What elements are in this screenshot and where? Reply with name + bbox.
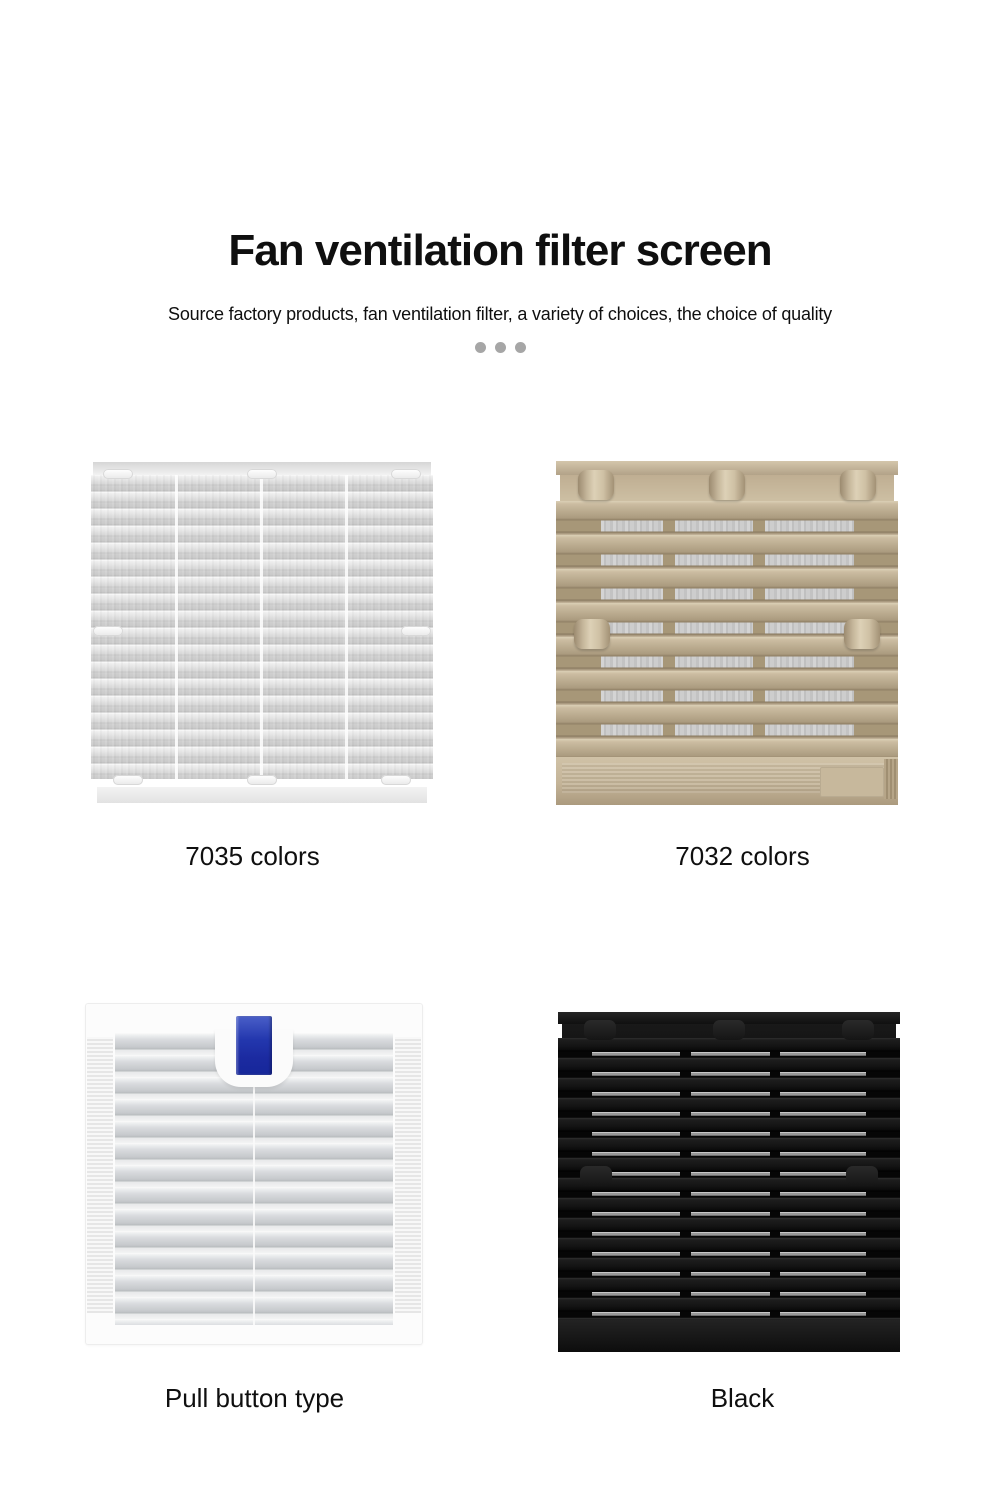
mounting-tab	[391, 469, 421, 479]
mounting-tab	[93, 626, 123, 636]
pull-button	[236, 1016, 272, 1075]
mounting-tab	[113, 775, 143, 785]
mounting-knob	[713, 1020, 745, 1040]
page-title: Fan ventilation filter screen	[228, 226, 772, 276]
mounting-knob	[574, 619, 610, 649]
product-photo-7035-filter	[91, 462, 433, 803]
mounting-tab	[247, 469, 277, 479]
mounting-knob	[578, 470, 614, 500]
product-photo-pull-button-filter	[85, 1003, 423, 1345]
product-photo-black-filter	[558, 1012, 900, 1352]
carousel-dot	[475, 342, 486, 353]
mounting-knob	[584, 1020, 616, 1040]
mounting-knob	[844, 619, 880, 649]
mounting-tab	[103, 469, 133, 479]
frame-base-panel	[820, 767, 884, 797]
carousel-dot	[515, 342, 526, 353]
product-photo-7032-filter	[556, 461, 898, 805]
carousel-dots	[0, 342, 1000, 353]
page-subtitle: Source factory products, fan ventilation filter, a variety of choices, the choice of quality	[168, 304, 832, 324]
mounting-knob	[842, 1020, 874, 1040]
mounting-knob	[840, 470, 876, 500]
mounting-tab	[247, 775, 277, 785]
mounting-knob	[580, 1166, 612, 1186]
product-caption-black: Black	[710, 1383, 775, 1413]
product-caption-pull-button: Pull button type	[164, 1383, 345, 1413]
mounting-knob	[846, 1166, 878, 1186]
product-caption-7032: 7032 colors	[675, 841, 810, 871]
mounting-knob	[709, 470, 745, 500]
product-caption-7035: 7035 colors	[185, 841, 320, 871]
mounting-tab	[401, 626, 431, 636]
carousel-dot	[495, 342, 506, 353]
mounting-tab	[381, 775, 411, 785]
